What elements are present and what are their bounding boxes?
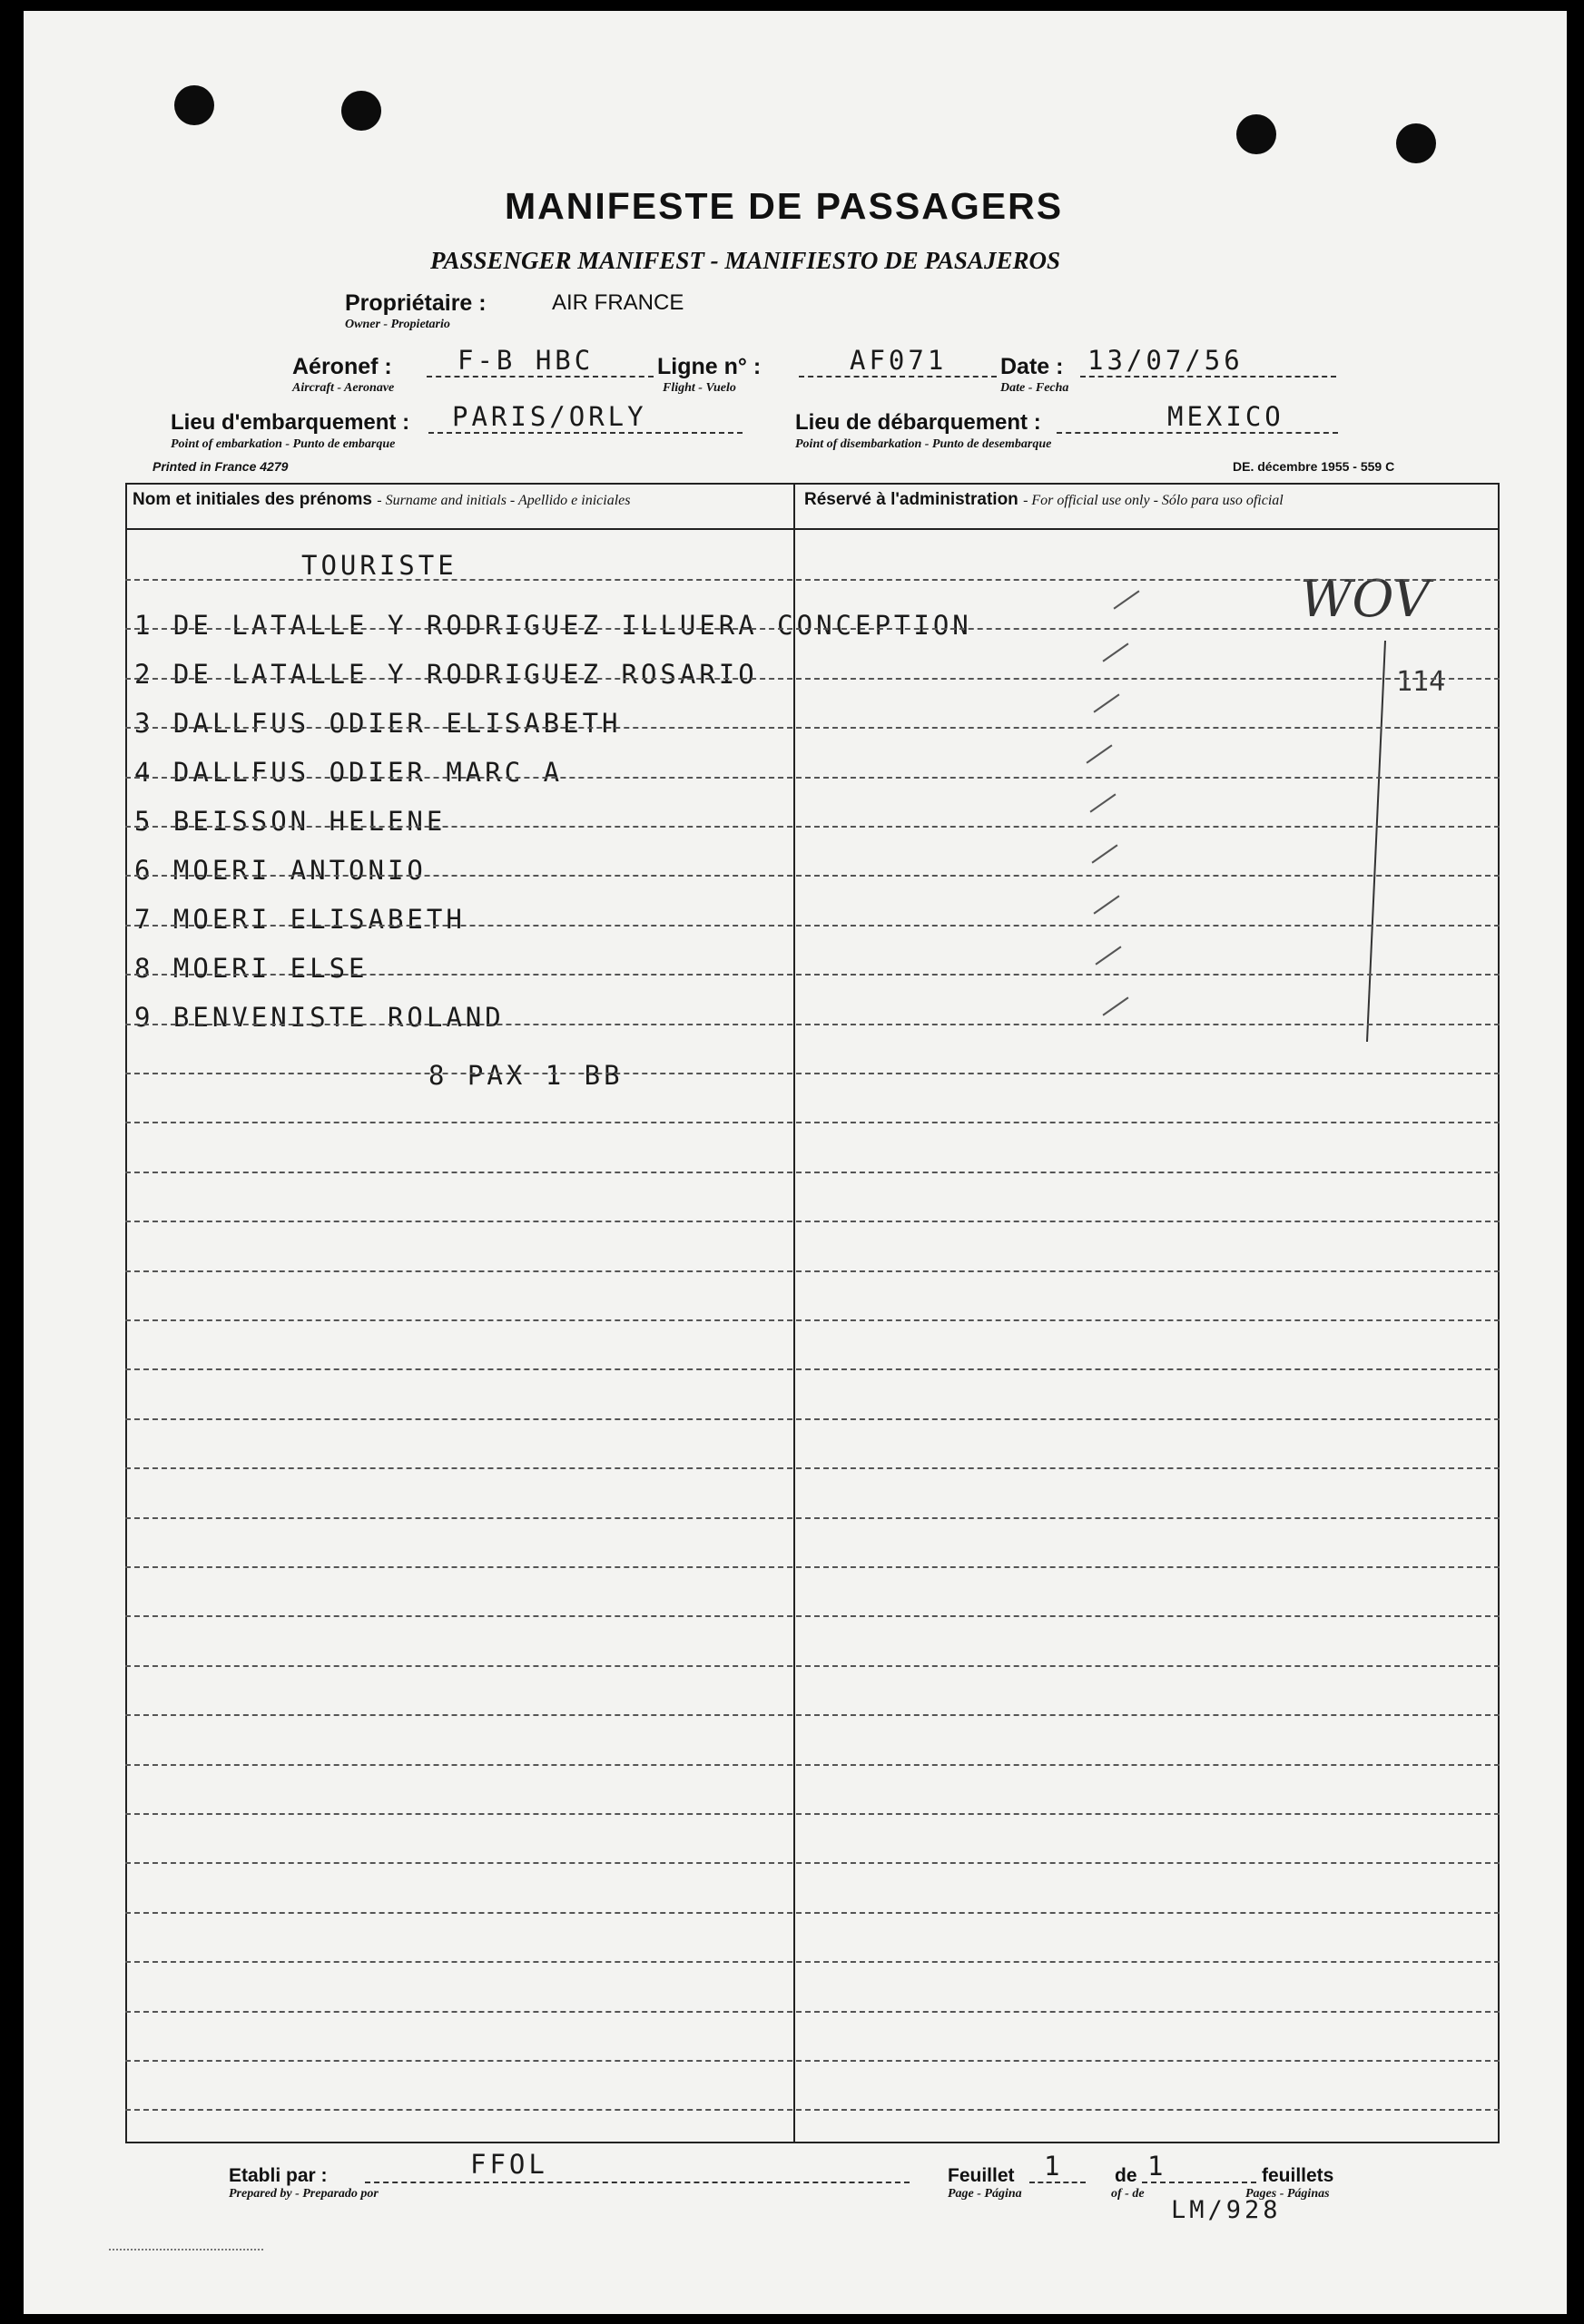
date-underline xyxy=(1080,376,1336,378)
of-sub: of - de xyxy=(1111,2187,1145,2201)
official-number: 114 xyxy=(1396,666,1446,698)
table-ruled-line xyxy=(125,678,1500,680)
class-label: TOURISTE xyxy=(301,550,457,581)
table-ruled-line xyxy=(125,1172,1500,1173)
col1-header-sub: - Surname and initials - Apellido e iniciales xyxy=(377,493,631,508)
owner-sub: Owner - Propietario xyxy=(345,318,450,331)
page-subtitle: PASSENGER MANIFEST - MANIFIESTO DE PASAJEROS xyxy=(430,247,1060,274)
table-ruled-line xyxy=(125,974,1500,976)
embark-underline xyxy=(428,432,743,434)
passenger-row-1: 1 DE LATALLE Y RODRIGUEZ ILLUERA CONCEPTION xyxy=(134,610,972,641)
flight-label: Ligne n° : xyxy=(657,354,762,379)
table-ruled-line xyxy=(125,1517,1500,1519)
prepared-value: FFOL xyxy=(470,2149,548,2180)
table-ruled-line xyxy=(125,2011,1500,2013)
disembark-label: Lieu de débarquement : xyxy=(795,410,1041,435)
passenger-row-8: 8 MOERI ELSE xyxy=(134,953,369,984)
flight-sub: Flight - Vuelo xyxy=(663,381,736,395)
table-header-rule xyxy=(125,528,1500,530)
table-ruled-line xyxy=(125,1024,1500,1025)
page-sub: Page - Página xyxy=(948,2187,1022,2201)
passenger-row-2: 2 DE LATALLE Y RODRIGUEZ ROSARIO xyxy=(134,659,758,690)
sheet-value: 1 xyxy=(1044,2151,1064,2182)
table-ruled-line xyxy=(125,1912,1500,1914)
table-ruled-line xyxy=(125,826,1500,828)
aircraft-underline xyxy=(427,376,654,378)
prepared-sub: Prepared by - Preparado por xyxy=(229,2187,379,2201)
table-ruled-line xyxy=(125,1961,1500,1963)
owner-label: Propriétaire : xyxy=(345,290,487,316)
table-column-divider xyxy=(793,483,795,2143)
col2-header-sub: - For official use only - Sólo para uso oficial xyxy=(1023,493,1284,508)
table-ruled-line xyxy=(125,579,1500,581)
table-ruled-line xyxy=(125,1566,1500,1568)
aircraft-sub: Aircraft - Aeronave xyxy=(292,381,395,395)
printed-note: Printed in France 4279 xyxy=(152,459,289,474)
table-ruled-line xyxy=(125,1665,1500,1667)
table-ruled-line xyxy=(125,1615,1500,1617)
flight-underline xyxy=(799,376,997,378)
table-ruled-line xyxy=(125,2060,1500,2062)
sheets-label: feuillets xyxy=(1262,2165,1334,2186)
of-underline xyxy=(1142,2182,1256,2183)
col1-header xyxy=(133,490,630,510)
passenger-row-6: 6 MOERI ANTONIO xyxy=(134,855,427,886)
embark-sub: Point of embarkation - Punto de embarque xyxy=(171,437,396,451)
punch-hole-3 xyxy=(1236,114,1276,154)
col2-header-label: Réservé à l'administration xyxy=(804,490,1018,509)
manifest-sheet xyxy=(24,11,1567,2314)
punch-hole-2 xyxy=(341,91,381,131)
passenger-row-9: 9 BENVENISTE ROLAND xyxy=(134,1002,505,1033)
punch-hole-1 xyxy=(174,85,214,125)
of-value: 1 xyxy=(1147,2151,1167,2182)
table-ruled-line xyxy=(125,1418,1500,1420)
aircraft-label: Aéronef : xyxy=(292,354,392,379)
disembark-sub: Point of disembarkation - Punto de desembarque xyxy=(795,437,1052,451)
aircraft-value: F-B HBC xyxy=(457,345,595,376)
table-ruled-line xyxy=(125,777,1500,779)
pages-sub: Pages - Páginas xyxy=(1245,2187,1330,2201)
table-ruled-line xyxy=(125,875,1500,877)
disembark-underline xyxy=(1057,432,1338,434)
passenger-row-7: 7 MOERI ELISABETH xyxy=(134,904,466,935)
date-value: 13/07/56 xyxy=(1087,345,1244,376)
passenger-total: 8 PAX 1 BB xyxy=(428,1060,624,1091)
embark-value: PARIS/ORLY xyxy=(452,401,647,432)
form-code: DE. décembre 1955 - 559 C xyxy=(1233,459,1395,474)
col2-header xyxy=(804,490,1284,510)
owner-value: AIR FRANCE xyxy=(552,290,684,315)
official-handwritten-note: WOV xyxy=(1300,570,1430,629)
table-ruled-line xyxy=(125,1714,1500,1716)
disembark-value: MEXICO xyxy=(1167,401,1284,432)
sheet-label: Feuillet xyxy=(948,2165,1015,2186)
table-ruled-line xyxy=(125,1122,1500,1123)
table-ruled-line xyxy=(125,628,1500,630)
embark-label: Lieu d'embarquement : xyxy=(171,410,410,435)
table-ruled-line xyxy=(125,1862,1500,1864)
prepared-label: Etabli par : xyxy=(229,2165,328,2186)
official-vertical-stroke xyxy=(1358,637,1394,1045)
table-ruled-line xyxy=(125,1073,1500,1074)
reference-number: LM/928 xyxy=(1171,2196,1282,2224)
footer-fine-print xyxy=(109,2249,263,2254)
table-ruled-line xyxy=(125,1764,1500,1766)
passenger-row-3: 3 DALLFUS ODIER ELISABETH xyxy=(134,708,622,739)
table-ruled-line xyxy=(125,1319,1500,1321)
of-label: de xyxy=(1115,2165,1137,2186)
table-ruled-line xyxy=(125,925,1500,927)
date-sub: Date - Fecha xyxy=(1000,381,1069,395)
table-ruled-line xyxy=(125,2109,1500,2111)
col1-header-label: Nom et initiales des prénoms xyxy=(133,490,372,509)
flight-value: AF071 xyxy=(850,345,948,376)
sheet-underline xyxy=(1029,2182,1086,2183)
date-label: Date : xyxy=(1000,354,1064,379)
table-ruled-line xyxy=(125,1270,1500,1272)
table-ruled-line xyxy=(125,1221,1500,1222)
table-ruled-line xyxy=(125,1368,1500,1370)
prepared-underline xyxy=(365,2182,910,2183)
passenger-row-5: 5 BEISSON HELENE xyxy=(134,806,447,837)
table-ruled-line xyxy=(125,727,1500,729)
table-ruled-line xyxy=(125,1467,1500,1469)
passenger-row-4: 4 DALLFUS ODIER MARC A xyxy=(134,757,564,788)
punch-hole-4 xyxy=(1396,123,1436,163)
table-ruled-line xyxy=(125,1813,1500,1815)
page-title: MANIFESTE DE PASSAGERS xyxy=(505,185,1064,227)
